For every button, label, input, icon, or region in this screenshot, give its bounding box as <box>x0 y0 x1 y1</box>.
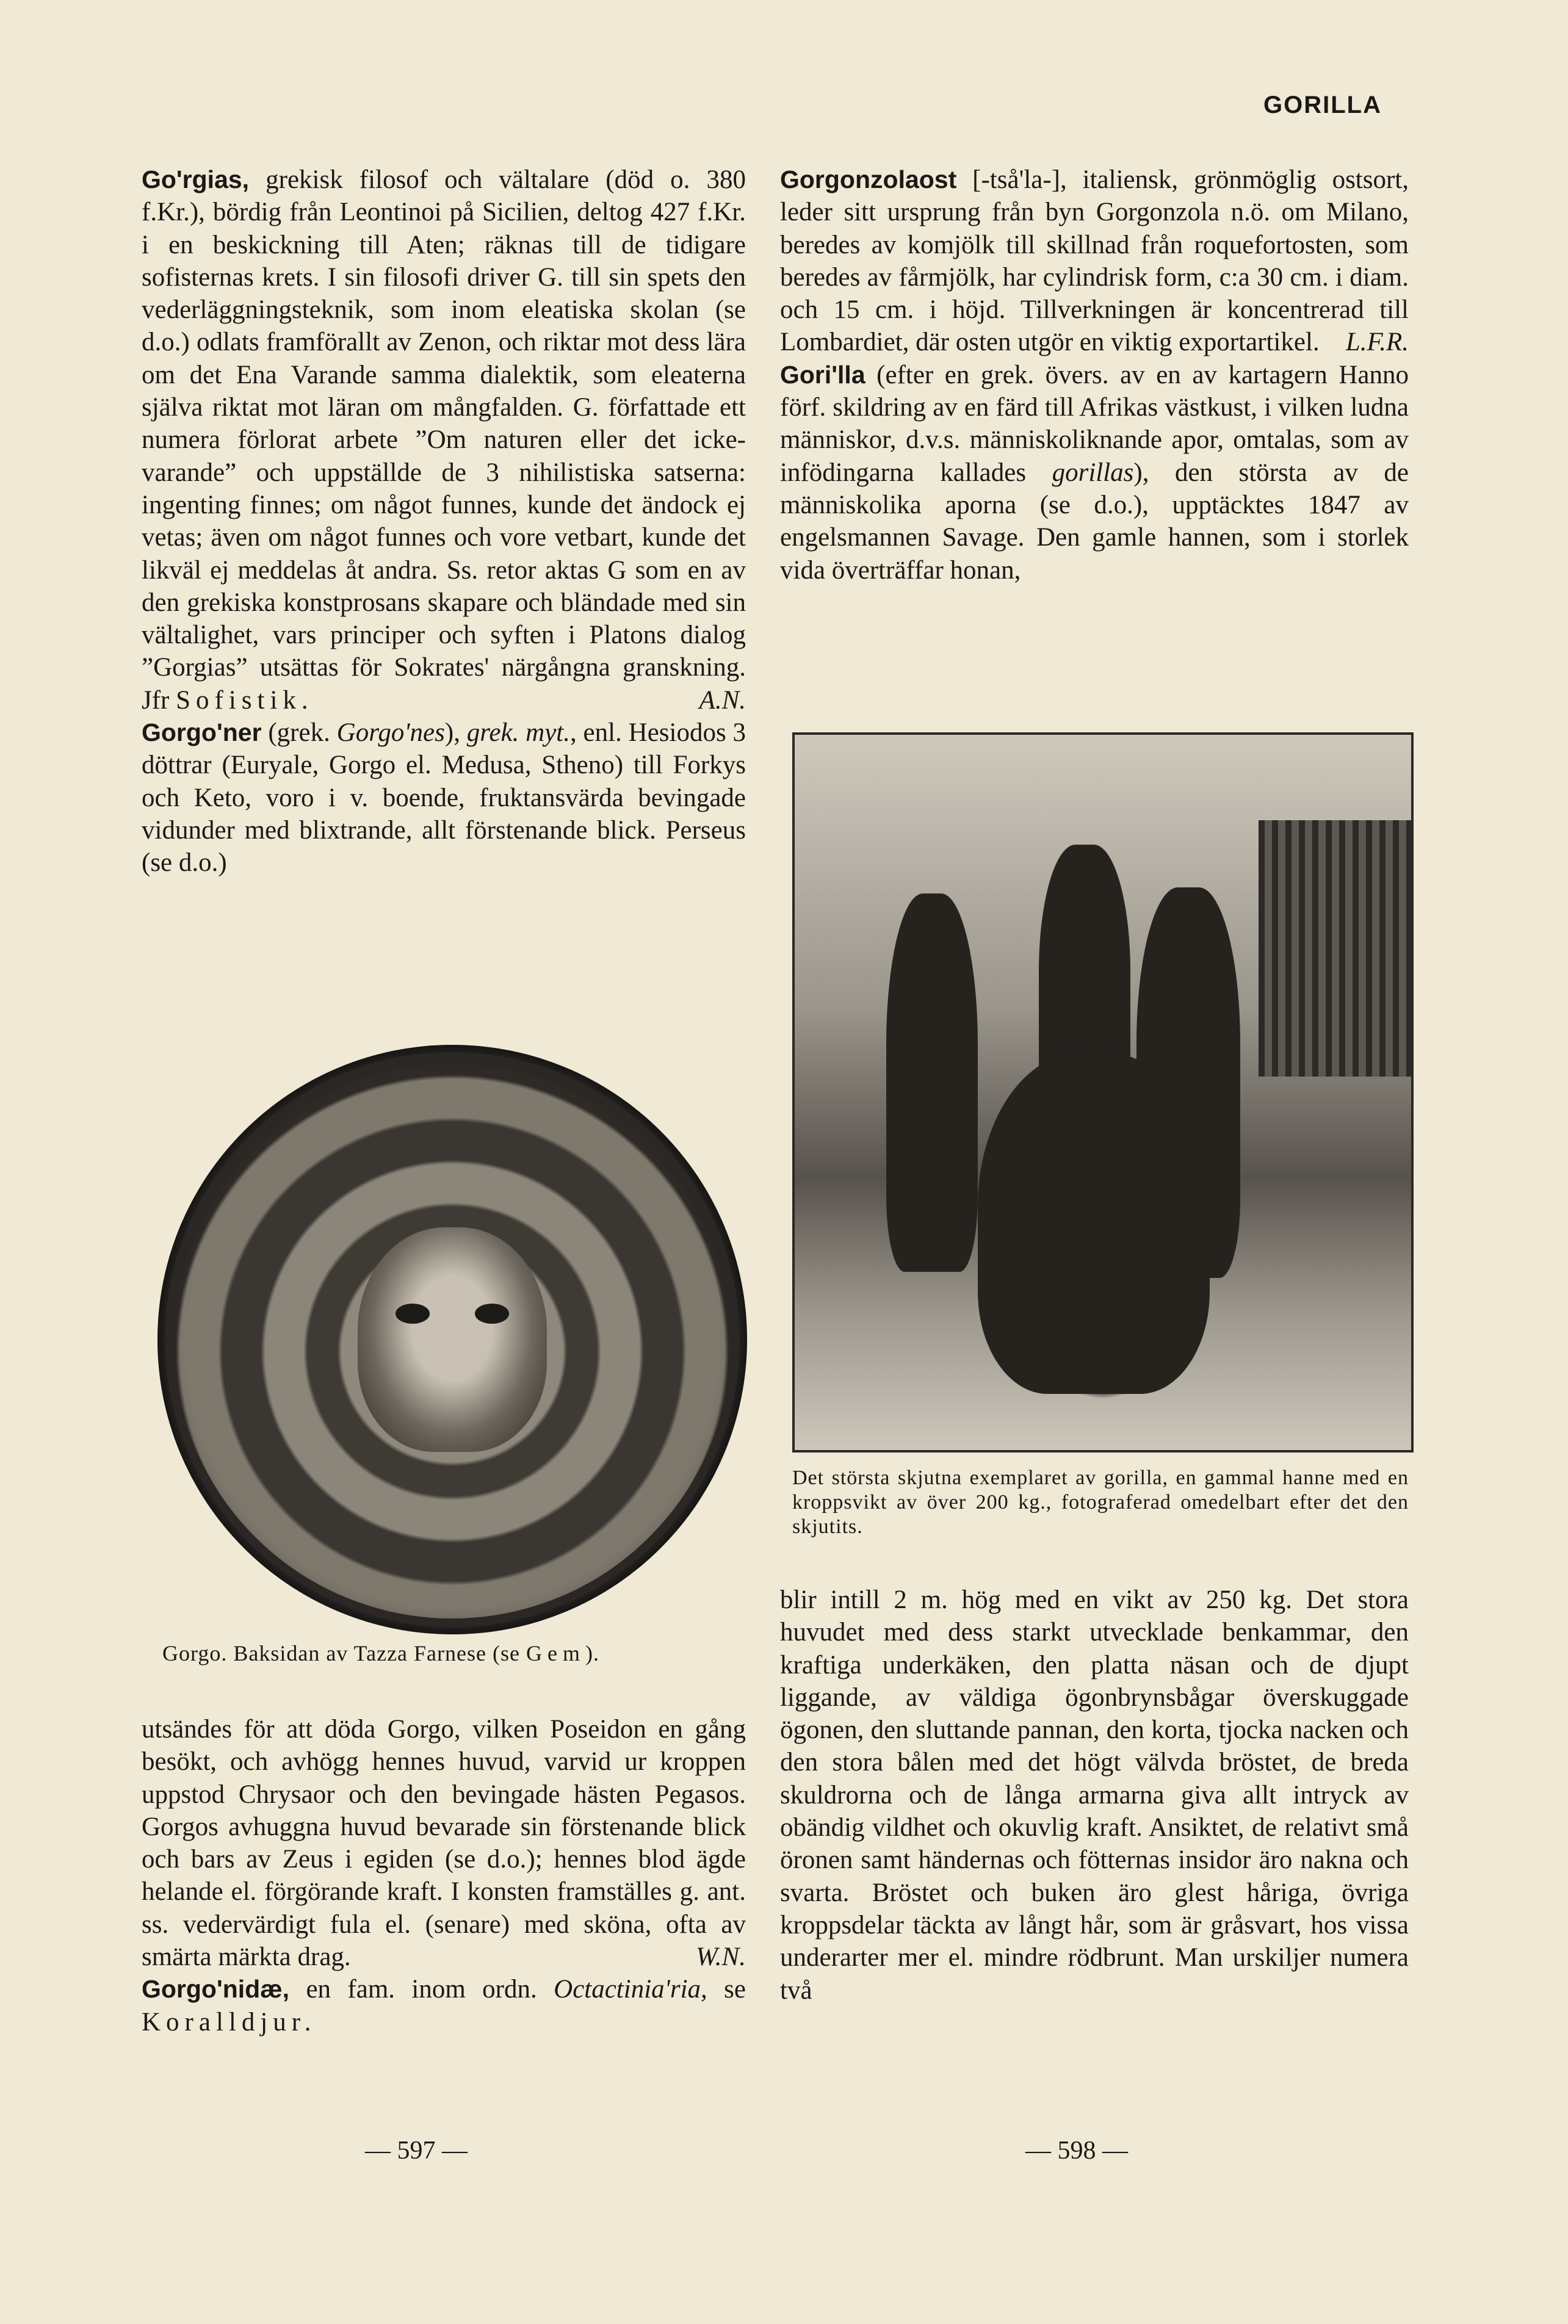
headword-gorgias: Go'rgias, <box>142 165 250 193</box>
entry-italic: grek. myt. <box>466 718 570 748</box>
image-caption-gorilla: Det största skjutna exemplaret av gorilla, en gammal hanne med en kroppsvikt av över 200 kg., fotograferad omedelbart efter det den skjutits. <box>792 1467 1409 1538</box>
gorilla-figure <box>978 1052 1210 1394</box>
author-signature: W.N. <box>695 1943 746 1972</box>
entry-gorgias <box>142 164 746 716</box>
page-number-right: — 598 — <box>1025 2137 1128 2165</box>
right-column-bottom <box>780 1584 1409 2007</box>
tazza-farnese-image <box>157 1045 747 1634</box>
page-number-left: — 597 — <box>365 2137 468 2165</box>
entry-italic: Gorgo'nes <box>336 718 445 748</box>
gorilla-photograph <box>792 732 1414 1453</box>
entry-gorgonidae: Gorgo'nidæ, en fam. inom ordn. Octactinia'ria, se Koralldjur. <box>142 1975 746 2037</box>
entry-gorgoner <box>142 716 746 879</box>
author-signature: L.F.R. <box>1345 328 1409 357</box>
left-column-bottom <box>142 1713 746 2038</box>
cross-reference: Koralldjur. <box>142 2007 317 2037</box>
headword-gorgonidae: Gorgo'nidæ, <box>142 1975 290 2004</box>
person-figure <box>886 893 978 1272</box>
running-head: GORILLA <box>1263 92 1382 118</box>
image-caption-gorgo: Gorgo. Baksidan av Tazza Farnese (se Gem). <box>162 1641 599 1665</box>
right-column-top <box>780 164 1409 586</box>
headword-gorilla: Gori'lla <box>780 360 865 389</box>
cross-reference: Sofistik. <box>176 685 314 715</box>
entry-text: ), <box>444 718 467 748</box>
hut <box>1259 820 1411 1077</box>
entry-gorilla-continued: blir intill 2 m. hög med en vikt av 250 kg. Det stora huvudet med dess starkt utvecklade benkammar, den kraftiga underkäken, den platta näsan och de djupt liggande, av väldiga ögonbrynsbågar överskuggade ögonen, den sluttande pannan, den korta, tjocka nacken och den stora bålen med det högt välvda bröstet, de breda skuldrorna och de långa armarna giva allt intryck av obändig vildhet och okuvlig kraft. Ansiktet, de relativt små öronen samt händernas och fötternas insidor äro nakna och svarta. Bröstet och buken äro glest håriga, övriga kroppsdelar täckta av långt hår, som är gråsvart, hos vissa underarter mer el. mindre rödbrunt. Man urskiljer numera två <box>780 1586 1409 2005</box>
entry-gorilla: Gori'lla (efter en grek. övers. av en av kartagern Hanno förf. skildring av en färd till Afrikas västkust, i vilken ludna människor, d.v.s. människoliknande apor, omtalas, som av infödingarna kallades gorillas), den största av de människolika aporna (se d.o.), upptäcktes 1847 av engelsmannen Savage. Den gamle hannen, som i storlek vida överträffar honan, <box>780 360 1409 585</box>
author-signature: A.N. <box>699 685 746 715</box>
entry-text: grekisk filosof och vältalare (död o. 380 f.Kr.), bördig från Leontinoi på Sicilien, deltog 427 f.Kr. i en beskickning till Aten; räknas till de tidigare sofisternas krets. I sin filosofi driver G. till sin spets den vederläggningsteknik, som inom eleatiska skolan (se d.o.) odlats framförallt av Zenon, och riktar mot dess lära om det Ena Varande samma dialektik, som eleaterna själva riktat mot läran om mångfalden. G. författade ett numera förlorat arbete ”Om naturen eller det icke-varande” och uppställde de 3 nihilistiska satserna: ingenting finnes; om något funnes, kunde det ändock ej vetas; även om något funnes och vore vetbart, kunde det likväl ej meddelas åt andra. Ss. retor aktas G som en av den grekiska konstprosans skapare och bländade med sin vältalighet, vars principer och syften i Platons dialog ”Gorgias” utsättas för Sokrates' närgångna granskning. Jfr <box>142 165 746 715</box>
headword-gorgoner: Gorgo'ner <box>142 718 262 747</box>
entry-text: , enl. Hesiodos 3 döttrar (Euryale, Gorgo el. Medusa, Stheno) till Forkys och Keto, voro i v. boende, fruktansvärda bevingade vidunder med blixtrande, allt förstenande blick. Perseus (se d.o.) <box>142 718 746 878</box>
headword-gorgonzolaost: Gorgonzolaost <box>780 165 957 193</box>
entry-gorgoner-continued: utsändes för att döda Gorgo, vilken Poseidon en gång besökt, och avhögg hennes huvud, varvid ur kroppen uppstod Chrysaor och den bevingade hästen Pegasos. Gorgos avhuggna huvud bevarade sin förstenande blick och bars av Zeus i egiden (se d.o.); hennes blod ägde helande el. förgörande kraft. I konsten framställes g. ant. ss. vedervärdigt fula el. (senare) med sköna, ofta av smärta märkta drag. W.N. <box>142 1713 746 1973</box>
entry-text: (grek. <box>261 718 337 748</box>
gorgo-face <box>358 1227 546 1451</box>
entry-gorgonzolaost: Gorgonzolaost [-tså'la-], italiensk, grönmöglig ostsort, leder sitt ursprung från byn Gorgonzola n.ö. om Milano, beredes av komjölk till skillnad från roquefortosten, som beredes av fårmjölk, har cylindrisk form, c:a 30 cm. i diam. och 15 cm. i höjd. Tillverkningen är koncentrerad till Lombardiet, där osten utgör en viktig exportartikel. L.F.R. <box>780 164 1409 359</box>
left-column-top <box>142 164 746 879</box>
